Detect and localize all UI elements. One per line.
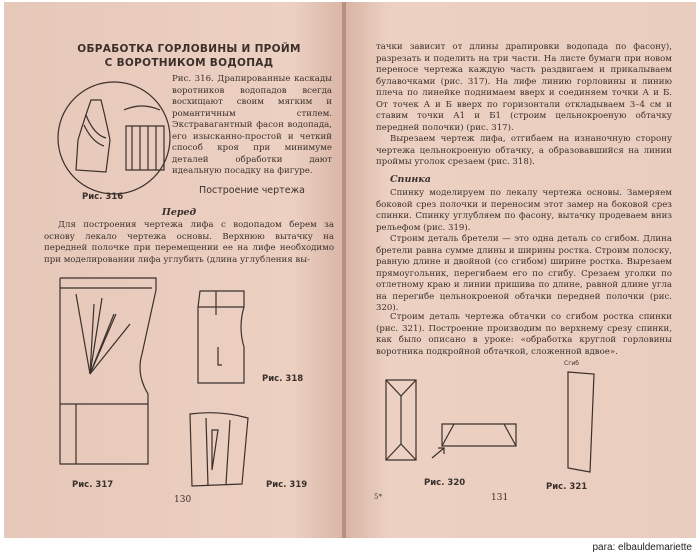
page-number-right: 131 bbox=[491, 493, 509, 503]
caption-316: Рис. 316 bbox=[82, 192, 124, 202]
watermark-text: para: elbauldemariette bbox=[592, 542, 692, 553]
section-heading: Построение чертежа bbox=[199, 185, 305, 196]
intro-paragraph: Рис. 316. Драпированные каскады воротников водопадов всегда восхищают своим мягким и романтичным стилем. Экстравагантный фасон водопада, его изысканно-простой и четкий способ кроя при минимуме деталей обработки дают идеальную посадку на фигуре. bbox=[172, 74, 332, 176]
caption-320: Рис. 320 bbox=[424, 478, 466, 488]
subheading-back: Спинка bbox=[390, 174, 431, 185]
figure-317 bbox=[56, 274, 166, 474]
caption-321: Рис. 321 bbox=[546, 482, 588, 492]
chapter-title bbox=[44, 42, 334, 70]
caption-319: Рис. 319 bbox=[266, 480, 308, 490]
figure-320 bbox=[382, 374, 532, 464]
title-line-2: С ВОРОТНИКОМ ВОДОПАД bbox=[104, 57, 274, 69]
figure-319 bbox=[186, 410, 256, 490]
left-paragraph-1: Для построения чертежа лифа с водопадом берем за основу лекало чертежа основы. Верхнюю вытачку на передней полочке при перемещении ее на лифе необходимо при моделировании лифа углубить (длина углубления вы- bbox=[44, 220, 334, 265]
page-number-left: 130 bbox=[174, 495, 192, 505]
right-page bbox=[346, 2, 696, 538]
book-spread bbox=[4, 2, 696, 538]
figure-318 bbox=[194, 287, 254, 387]
fold-label: Сгиб bbox=[564, 360, 579, 367]
subheading-front: Перед bbox=[161, 207, 197, 218]
right-paragraph-2: Вырезаем чертеж лифа, отгибаем на изнаночную сторону чертежа цельнокроеную обтачку, а образовавшийся на линии проймы уголок срезаем (рис. 318). bbox=[376, 134, 672, 167]
caption-317: Рис. 317 bbox=[72, 480, 114, 490]
caption-318: Рис. 318 bbox=[262, 374, 304, 384]
title-line-1: ОБРАБОТКА ГОРЛОВИНЫ И ПРОЙМ bbox=[77, 43, 301, 55]
right-paragraph-3: Спинку моделируем по лекалу чертежа основы. Замеряем боковой срез полочки и переносим этот замер на боковой срез спинки. Спинку углубляем по фасону, вытачку продеваем вниз рельефом (рис. 319). bbox=[376, 188, 672, 233]
right-paragraph-1: тачки зависит от длины драпировки водопада по фасону), разрезать и поделить на три части. На листе бумаги при новом переносе чертежа каждую часть раздвигаем и прикалываем булавочками (рис. 317). На лифе линию горловины и линию плеча по линейке поднимаем вверх и соединяем точки А и Б. От точек А и Б вверх по горизонтали откладываем 3–4 см и ставим точки А1 и Б1 (строим цельнокроеную обтачку передней полочки) (рис. 317). bbox=[376, 42, 672, 133]
figure-321 bbox=[564, 368, 604, 478]
figure-316 bbox=[56, 80, 176, 210]
right-paragraph-4: Строим деталь бретели — это одна деталь со сгибом. Длина бретели равна сумме длины и ширины ростка. Строим полоску, равную длине и двойной (со сгибом) ширине ростка. Вырезаем прямоугольник, перегибаем его по сгибу. Срезаем уголки по отлетному краю и линии пришива по длине, равной длине угла на перегибе цельнокроеной обтачки передней полочки (рис. 320). bbox=[376, 234, 672, 313]
left-page bbox=[4, 2, 344, 538]
signature-mark: 5* bbox=[374, 493, 382, 501]
right-paragraph-5: Строим деталь чертежа обтачки со сгибом ростка спинки (рис. 321). Построение производим по верхнему срезу спинки, как было описано в уроке: «обработка круглой горловины воротника подкройной обтачкой, сложенной вдвое». bbox=[376, 312, 672, 357]
